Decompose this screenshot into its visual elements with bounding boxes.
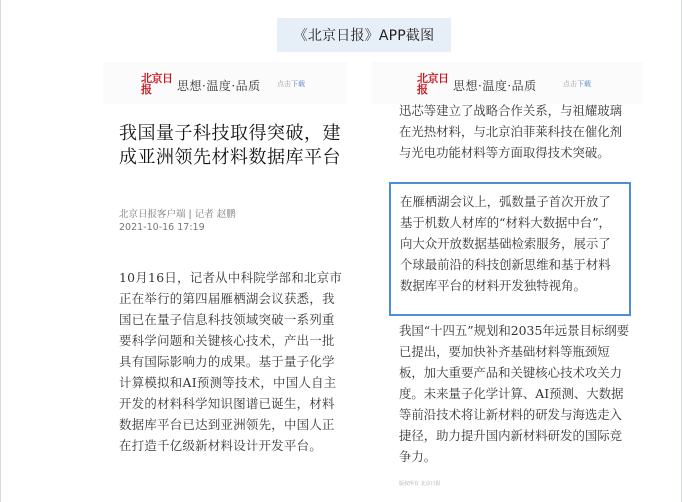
article-title: 我国量子科技取得突破，建成亚洲领先材料数据库平台	[119, 123, 341, 168]
article-body: 10月16日，记者从中科院学部和北京市正在举行的第四届雁栖湖会议获悉，我国已在量子信息科技领域突破一系列重要科学问题和关键核心技术，产出一批具有国际影响力的成果。基于量子化学计算模拟和AI预测等技术，中国人自主开发的材料科学知识图谱已诞生，材料数据库平台已达到亚洲领先，中国人正在打造千亿级新材料设计开发平台。	[119, 270, 343, 453]
app-slogan: 思想·温度·品质	[453, 79, 537, 93]
footer-note: 版权所有 北京日报	[399, 481, 441, 487]
article-paragraph: 迅芯等建立了战略合作关系，与祖耀玻璃在光热材料，与北京泊菲莱科技在催化剂与光电功能材料等方面取得技术突破。	[399, 103, 623, 160]
article-paragraph: 我国“十四五”规划和2035年远景目标纲要已提出，要加快补齐基础材料等瓶颈短板，加大重要产品和关键核心技术攻关力度。未来量子化学计算、AI预测、大数据等前沿技术将让新材料的研发与海选走入捷径，助力提升国内新材料研发的国际竞争力。	[399, 323, 630, 464]
caption-label: 《北京日报》APP截图	[277, 18, 451, 52]
article-datetime: 2021-10-16 17:19	[119, 222, 205, 233]
app-slogan: 思想·温度·品质	[177, 79, 261, 93]
right-app-screenshot	[371, 62, 643, 502]
article-source: 北京日报客户端 | 记者 赵鹏	[119, 209, 236, 220]
download-link[interactable]: 点击下载	[563, 80, 591, 88]
beijing-daily-logo[interactable]: 北京日报	[141, 72, 173, 96]
download-link[interactable]: 点击下载	[277, 80, 305, 88]
left-app-screenshot	[103, 62, 347, 502]
beijing-daily-logo[interactable]: 北京日报	[417, 72, 449, 96]
highlighted-paragraph: 在雁栖湖会议上，弧数量子首次开放了基于机数人材库的“材料大数据中台”，向大众开放数据基础检索服务，展示了个球最前沿的科技创新思维和基于材料数据库平台的材料开发独特视角。	[389, 182, 631, 316]
